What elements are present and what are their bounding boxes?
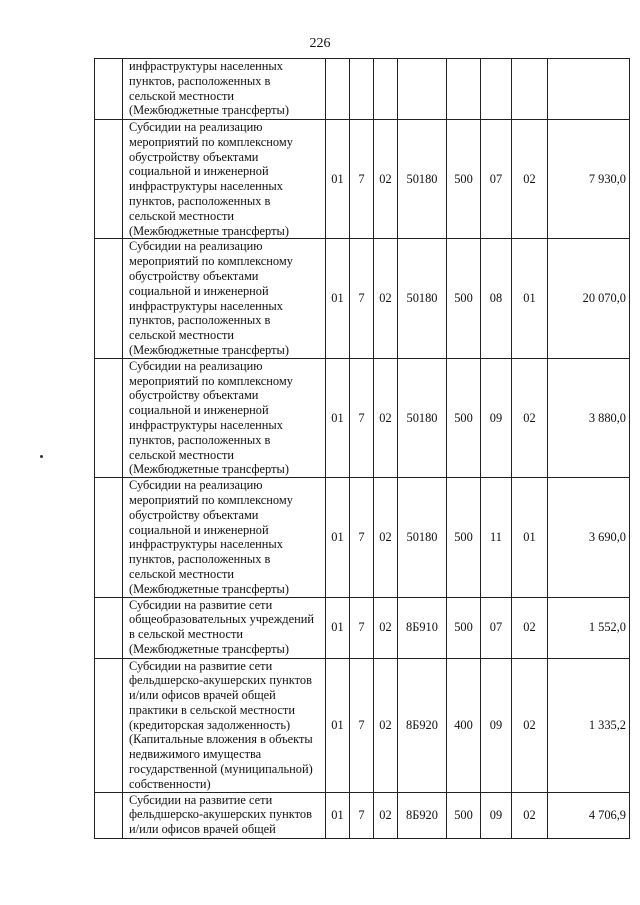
cell-code-target: 8Б920	[398, 792, 447, 838]
cell-code-target: 50180	[398, 358, 447, 477]
cell-code-2: 7	[350, 239, 374, 358]
cell-code-2: 7	[350, 478, 374, 597]
cell-code-subsection: 02	[512, 658, 548, 792]
cell-description: Субсидии на развитие сети общеобразовательных учреждений в сельской местности (Межбюджетные трансферты)	[123, 597, 326, 658]
cell-blank	[95, 120, 123, 239]
cell-code-target	[398, 59, 447, 120]
cell-code-expense-type	[447, 59, 481, 120]
cell-code-expense-type: 500	[447, 478, 481, 597]
table-body	[95, 59, 630, 839]
cell-description: Субсидии на реализацию мероприятий по комплексному обустройству объектами социальной и инженерной инфраструктуры населенных пунктов, расположенных в сельской местности (Межбюджетные трансферты)	[123, 120, 326, 239]
cell-code-section: 11	[481, 478, 512, 597]
cell-code-expense-type: 500	[447, 120, 481, 239]
cell-code-3: 02	[374, 658, 398, 792]
table-row	[95, 792, 630, 838]
cell-description: Субсидии на реализацию мероприятий по комплексному обустройству объектами социальной и инженерной инфраструктуры населенных пунктов, расположенных в сельской местности (Межбюджетные трансферты)	[123, 239, 326, 358]
cell-blank	[95, 597, 123, 658]
cell-code-target: 50180	[398, 239, 447, 358]
cell-code-target: 50180	[398, 478, 447, 597]
cell-code-2: 7	[350, 120, 374, 239]
cell-code-1: 01	[326, 358, 350, 477]
cell-code-target: 50180	[398, 120, 447, 239]
cell-blank	[95, 358, 123, 477]
table-row	[95, 120, 630, 239]
cell-code-3: 02	[374, 239, 398, 358]
cell-blank	[95, 478, 123, 597]
cell-code-3: 02	[374, 358, 398, 477]
cell-amount: 1 552,0	[548, 597, 630, 658]
cell-description: инфраструктуры населенных пунктов, расположенных в сельской местности (Межбюджетные трансферты)	[123, 59, 326, 120]
cell-description: Субсидии на развитие сети фельдшерско-акушерских пунктов и/или офисов врачей общей практики в сельской местности (кредиторская задолженность) (Капитальные вложения в объекты недвижимого имущества государственной (муниципальной) собственности)	[123, 658, 326, 792]
cell-amount: 3 880,0	[548, 358, 630, 477]
cell-code-section: 09	[481, 358, 512, 477]
cell-code-subsection: 02	[512, 792, 548, 838]
cell-amount	[548, 59, 630, 120]
cell-code-subsection: 01	[512, 239, 548, 358]
table-row	[95, 597, 630, 658]
cell-code-3: 02	[374, 478, 398, 597]
cell-code-expense-type: 500	[447, 792, 481, 838]
cell-code-section: 07	[481, 597, 512, 658]
cell-amount: 7 930,0	[548, 120, 630, 239]
cell-code-section	[481, 59, 512, 120]
cell-code-1: 01	[326, 239, 350, 358]
cell-code-expense-type: 500	[447, 597, 481, 658]
cell-code-1: 01	[326, 597, 350, 658]
cell-code-target: 8Б920	[398, 658, 447, 792]
cell-code-2: 7	[350, 658, 374, 792]
cell-amount: 1 335,2	[548, 658, 630, 792]
table-row	[95, 478, 630, 597]
budget-table	[94, 58, 630, 839]
cell-code-3: 02	[374, 120, 398, 239]
cell-code-3: 02	[374, 597, 398, 658]
cell-blank	[95, 658, 123, 792]
cell-amount: 4 706,9	[548, 792, 630, 838]
cell-blank	[95, 59, 123, 120]
cell-code-2: 7	[350, 792, 374, 838]
table-row	[95, 239, 630, 358]
cell-code-target: 8Б910	[398, 597, 447, 658]
cell-code-2: 7	[350, 358, 374, 477]
cell-code-3	[374, 59, 398, 120]
scan-speck	[40, 455, 43, 458]
cell-code-subsection: 01	[512, 478, 548, 597]
cell-code-2	[350, 59, 374, 120]
cell-code-3: 02	[374, 792, 398, 838]
cell-code-subsection: 02	[512, 597, 548, 658]
cell-code-subsection: 02	[512, 120, 548, 239]
cell-code-1: 01	[326, 478, 350, 597]
cell-code-section: 09	[481, 658, 512, 792]
cell-code-expense-type: 500	[447, 239, 481, 358]
cell-code-section: 08	[481, 239, 512, 358]
page-number: 226	[309, 36, 331, 51]
cell-code-expense-type: 500	[447, 358, 481, 477]
cell-code-section: 07	[481, 120, 512, 239]
cell-code-1: 01	[326, 120, 350, 239]
cell-code-subsection: 02	[512, 358, 548, 477]
cell-code-expense-type: 400	[447, 658, 481, 792]
cell-blank	[95, 792, 123, 838]
cell-description: Субсидии на реализацию мероприятий по комплексному обустройству объектами социальной и инженерной инфраструктуры населенных пунктов, расположенных в сельской местности (Межбюджетные трансферты)	[123, 358, 326, 477]
cell-description: Субсидии на развитие сети фельдшерско-акушерских пунктов и/или офисов врачей общей	[123, 792, 326, 838]
cell-amount: 20 070,0	[548, 239, 630, 358]
table-row	[95, 658, 630, 792]
cell-code-1: 01	[326, 792, 350, 838]
cell-code-1: 01	[326, 658, 350, 792]
table-row	[95, 358, 630, 477]
cell-code-1	[326, 59, 350, 120]
cell-blank	[95, 239, 123, 358]
table-row	[95, 59, 630, 120]
cell-code-subsection	[512, 59, 548, 120]
cell-amount: 3 690,0	[548, 478, 630, 597]
cell-code-section: 09	[481, 792, 512, 838]
cell-description: Субсидии на реализацию мероприятий по комплексному обустройству объектами социальной и инженерной инфраструктуры населенных пунктов, расположенных в сельской местности (Межбюджетные трансферты)	[123, 478, 326, 597]
cell-code-2: 7	[350, 597, 374, 658]
